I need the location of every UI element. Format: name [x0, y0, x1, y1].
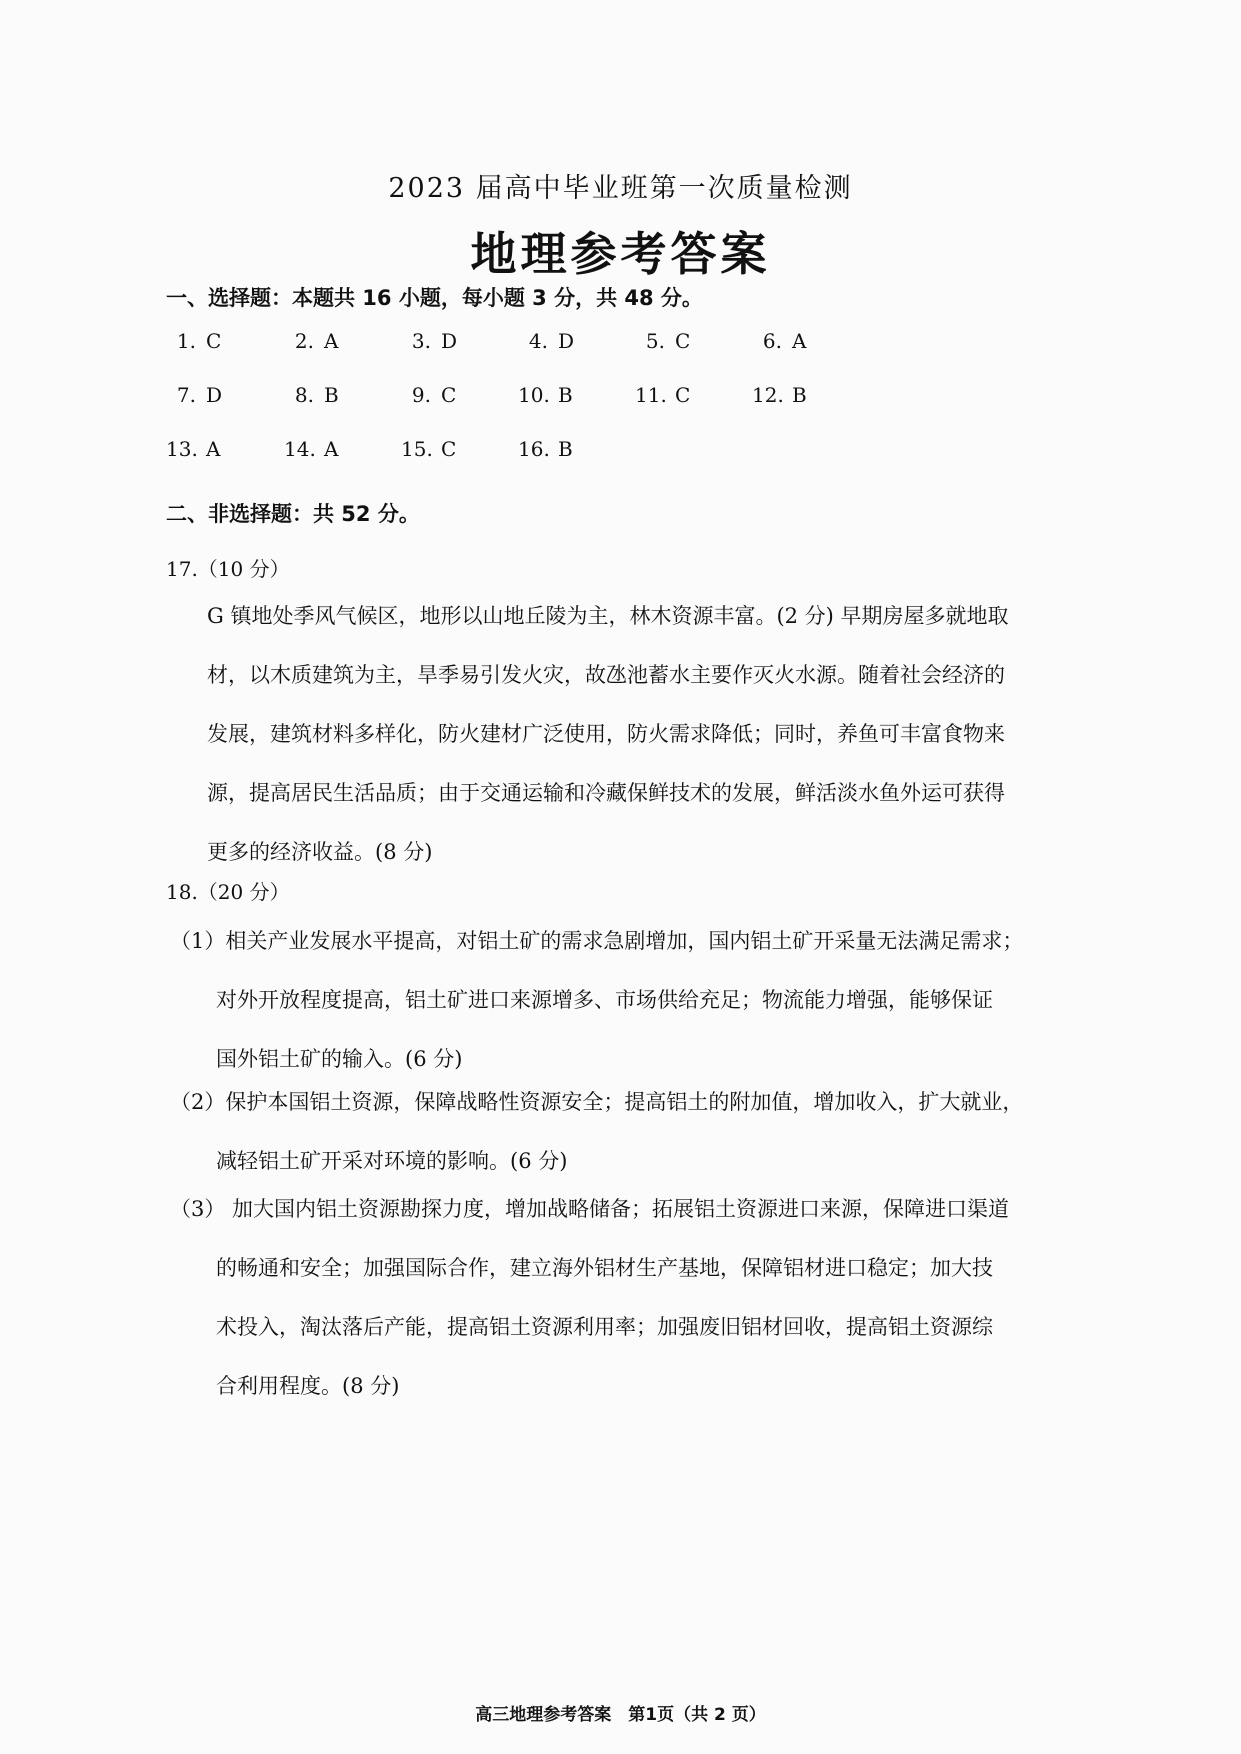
question-18-part-2 [170, 1073, 1023, 1191]
question-17-heading: 17.（10 分） [166, 557, 290, 581]
text-line: 源，提高居民生活品质；由于交通运输和冷藏保鲜技术的发展，鲜活淡水鱼外运可获得 [207, 781, 1005, 805]
answer-item: 13. A [166, 437, 221, 461]
answer-item: 11. C [635, 383, 691, 407]
text-line: 国外铝土矿的输入。(6 分) [216, 1047, 463, 1071]
answer-item: 10. B [518, 383, 573, 407]
answer-item: 16. B [518, 437, 573, 461]
question-17-answer [207, 587, 1009, 882]
page-title: 地理参考答案 [470, 227, 771, 281]
text-line: 的畅通和安全；加强国际合作，建立海外铝材生产基地，保障铝材进口稳定；加大技 [216, 1256, 993, 1280]
answer-item: 5. C [645, 329, 691, 353]
page-footer: 高三地理参考答案 第1页（共 2 页） [475, 1705, 766, 1725]
section-1-heading: 一、选择题：本题共 16 小题，每小题 3 分，共 48 分。 [166, 286, 703, 310]
section-2-heading: 二、非选择题：共 52 分。 [166, 502, 420, 526]
answer-item: 1. C [176, 329, 222, 353]
text-line: G 镇地处季风气候区，地形以山地丘陵为主，林木资源丰富。(2 分) 早期房屋多就地取 [207, 604, 1009, 628]
answer-item: 12. B [752, 383, 807, 407]
text-line: 术投入，淘汰落后产能，提高铝土资源利用率；加强废旧铝材回收，提高铝土资源综 [216, 1315, 993, 1339]
text-line: 对外开放程度提高，铝土矿进口来源增多、市场供给充足；物流能力增强，能够保证 [216, 988, 993, 1012]
question-18-part-3 [170, 1180, 1009, 1416]
answer-item: 4. D [528, 329, 575, 353]
text-line: （1）相关产业发展水平提高，对铝土矿的需求急剧增加，国内铝土矿开采量无法满足需求； [170, 929, 1024, 953]
text-line: （2）保护本国铝土资源，保障战略性资源安全；提高铝土的附加值，增加收入，扩大就业， [170, 1090, 1024, 1114]
answer-item: 15. C [401, 437, 457, 461]
answer-item: 6. A [762, 329, 807, 353]
text-line: 更多的经济收益。(8 分) [207, 840, 433, 864]
answer-item: 3. D [411, 329, 458, 353]
answer-item: 8. B [294, 383, 339, 407]
answer-item: 7. D [176, 383, 223, 407]
answer-item: 2. A [294, 329, 339, 353]
answer-item: 14. A [284, 437, 339, 461]
answer-item: 9. C [411, 383, 457, 407]
exam-subtitle: 2023 届高中毕业班第一次质量检测 [388, 173, 853, 204]
text-line: 材，以木质建筑为主，旱季易引发火灾，故氹池蓄水主要作灭火水源。随着社会经济的 [207, 663, 1005, 687]
text-line: 合利用程度。(8 分) [216, 1374, 400, 1398]
text-line: 发展，建筑材料多样化，防火建材广泛使用，防火需求降低；同时，养鱼可丰富食物来 [207, 722, 1005, 746]
question-18-heading: 18.（20 分） [166, 880, 290, 904]
text-line: （3） 加大国内铝土资源勘探力度，增加战略储备；拓展铝土资源进口来源，保障进口渠道 [170, 1197, 1010, 1221]
question-18-part-1 [170, 912, 1023, 1089]
text-line: 减轻铝土矿开采对环境的影响。(6 分) [216, 1149, 568, 1173]
